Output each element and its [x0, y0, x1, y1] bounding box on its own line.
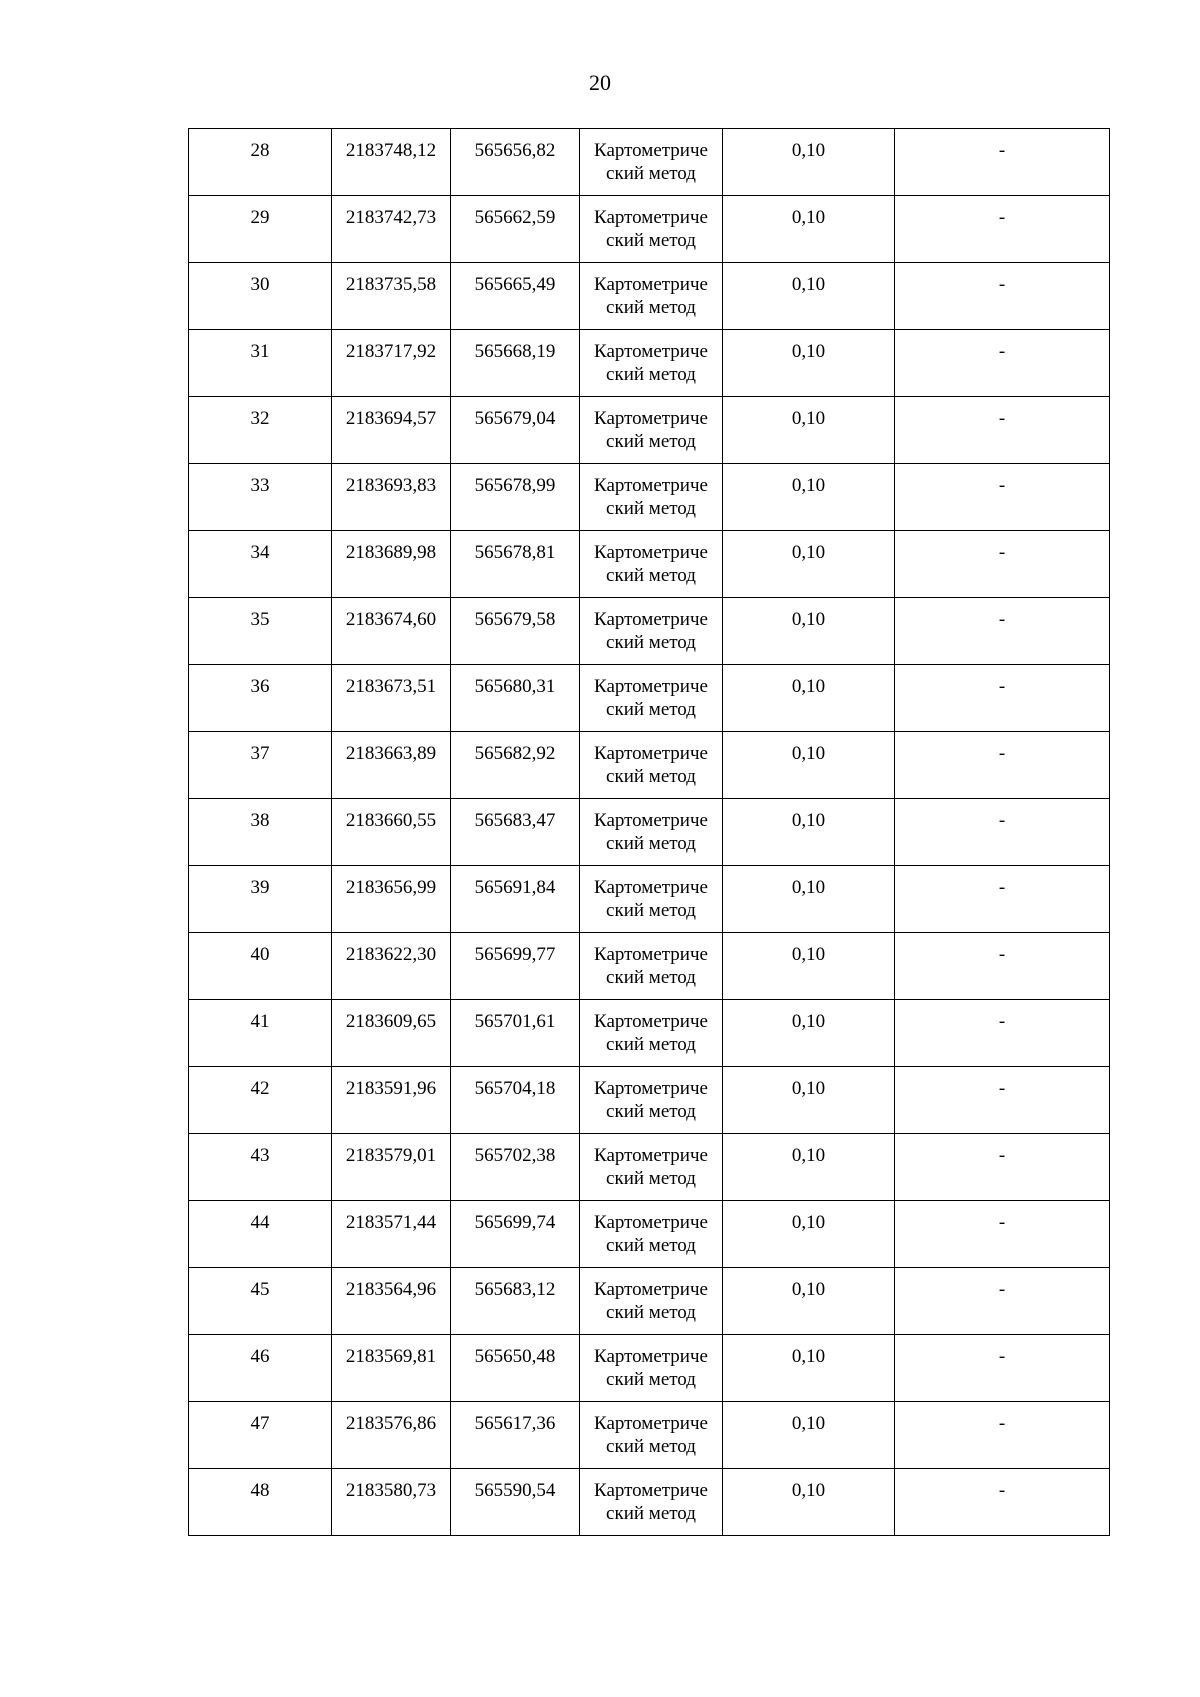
method-line-2: ский метод	[606, 699, 696, 720]
note-cell: -	[895, 531, 1110, 598]
point-number-cell: 42	[189, 1067, 332, 1134]
method-cell	[580, 1201, 723, 1268]
y-coordinate-cell: 565691,84	[451, 866, 580, 933]
note-cell: -	[895, 1268, 1110, 1335]
y-coordinate-cell: 565680,31	[451, 665, 580, 732]
accuracy-cell: 0,10	[723, 598, 895, 665]
x-coordinate-cell: 2183748,12	[332, 129, 451, 196]
accuracy-cell: 0,10	[723, 330, 895, 397]
y-coordinate-cell: 565704,18	[451, 1067, 580, 1134]
method-line-1: Картометриче	[594, 944, 708, 965]
y-coordinate-cell: 565679,58	[451, 598, 580, 665]
point-number-cell: 36	[189, 665, 332, 732]
x-coordinate-cell: 2183717,92	[332, 330, 451, 397]
point-number-cell: 37	[189, 732, 332, 799]
accuracy-cell: 0,10	[723, 665, 895, 732]
method-line-1: Картометриче	[594, 1011, 708, 1032]
method-line-1: Картометриче	[594, 609, 708, 630]
table-row	[189, 1402, 1110, 1469]
y-coordinate-cell: 565701,61	[451, 1000, 580, 1067]
note-cell: -	[895, 330, 1110, 397]
method-line-2: ский метод	[606, 1302, 696, 1323]
method-line-2: ский метод	[606, 163, 696, 184]
table-row	[189, 799, 1110, 866]
accuracy-cell: 0,10	[723, 397, 895, 464]
point-number-cell: 34	[189, 531, 332, 598]
point-number-cell: 28	[189, 129, 332, 196]
note-cell: -	[895, 933, 1110, 1000]
method-line-1: Картометриче	[594, 542, 708, 563]
note-cell: -	[895, 1067, 1110, 1134]
x-coordinate-cell: 2183742,73	[332, 196, 451, 263]
point-number-cell: 43	[189, 1134, 332, 1201]
table-row	[189, 1469, 1110, 1536]
method-line-2: ский метод	[606, 498, 696, 519]
y-coordinate-cell: 565679,04	[451, 397, 580, 464]
method-line-1: Картометриче	[594, 1279, 708, 1300]
note-cell: -	[895, 1201, 1110, 1268]
accuracy-cell: 0,10	[723, 129, 895, 196]
y-coordinate-cell: 565678,81	[451, 531, 580, 598]
method-line-1: Картометриче	[594, 676, 708, 697]
table-row	[189, 866, 1110, 933]
y-coordinate-cell: 565656,82	[451, 129, 580, 196]
method-line-1: Картометриче	[594, 140, 708, 161]
page-number: 20	[589, 70, 611, 95]
note-cell: -	[895, 1402, 1110, 1469]
method-cell	[580, 397, 723, 464]
method-line-1: Картометриче	[594, 475, 708, 496]
y-coordinate-cell: 565699,74	[451, 1201, 580, 1268]
method-line-1: Картометриче	[594, 810, 708, 831]
point-number-cell: 29	[189, 196, 332, 263]
note-cell: -	[895, 1000, 1110, 1067]
method-cell	[580, 330, 723, 397]
point-number-cell: 38	[189, 799, 332, 866]
point-number-cell: 46	[189, 1335, 332, 1402]
point-number-cell: 44	[189, 1201, 332, 1268]
method-line-2: ский метод	[606, 1503, 696, 1524]
method-line-1: Картометриче	[594, 1212, 708, 1233]
x-coordinate-cell: 2183591,96	[332, 1067, 451, 1134]
point-number-cell: 39	[189, 866, 332, 933]
accuracy-cell: 0,10	[723, 866, 895, 933]
method-line-1: Картометриче	[594, 1480, 708, 1501]
x-coordinate-cell: 2183609,65	[332, 1000, 451, 1067]
method-line-2: ский метод	[606, 632, 696, 653]
table-row	[189, 196, 1110, 263]
accuracy-cell: 0,10	[723, 1201, 895, 1268]
accuracy-cell: 0,10	[723, 1000, 895, 1067]
x-coordinate-cell: 2183689,98	[332, 531, 451, 598]
table-row	[189, 1134, 1110, 1201]
method-cell	[580, 196, 723, 263]
method-line-1: Картометриче	[594, 1145, 708, 1166]
method-cell	[580, 665, 723, 732]
point-number-cell: 33	[189, 464, 332, 531]
note-cell: -	[895, 196, 1110, 263]
note-cell: -	[895, 598, 1110, 665]
x-coordinate-cell: 2183673,51	[332, 665, 451, 732]
y-coordinate-cell: 565668,19	[451, 330, 580, 397]
method-cell	[580, 531, 723, 598]
x-coordinate-cell: 2183622,30	[332, 933, 451, 1000]
point-number-cell: 30	[189, 263, 332, 330]
method-line-2: ский метод	[606, 1168, 696, 1189]
table-row	[189, 531, 1110, 598]
y-coordinate-cell: 565665,49	[451, 263, 580, 330]
table-row	[189, 1268, 1110, 1335]
y-coordinate-cell: 565683,47	[451, 799, 580, 866]
method-line-1: Картометриче	[594, 743, 708, 764]
x-coordinate-cell: 2183576,86	[332, 1402, 451, 1469]
y-coordinate-cell: 565699,77	[451, 933, 580, 1000]
accuracy-cell: 0,10	[723, 799, 895, 866]
note-cell: -	[895, 129, 1110, 196]
method-line-2: ский метод	[606, 364, 696, 385]
y-coordinate-cell: 565590,54	[451, 1469, 580, 1536]
method-cell	[580, 1067, 723, 1134]
method-cell	[580, 1335, 723, 1402]
method-cell	[580, 866, 723, 933]
table-row	[189, 263, 1110, 330]
table-row	[189, 1335, 1110, 1402]
method-line-2: ский метод	[606, 431, 696, 452]
x-coordinate-cell: 2183580,73	[332, 1469, 451, 1536]
method-cell	[580, 1402, 723, 1469]
method-line-1: Картометриче	[594, 877, 708, 898]
method-line-1: Картометриче	[594, 1346, 708, 1367]
accuracy-cell: 0,10	[723, 1469, 895, 1536]
method-line-2: ский метод	[606, 967, 696, 988]
x-coordinate-cell: 2183656,99	[332, 866, 451, 933]
method-line-1: Картометриче	[594, 1078, 708, 1099]
note-cell: -	[895, 464, 1110, 531]
method-cell	[580, 1134, 723, 1201]
y-coordinate-cell: 565617,36	[451, 1402, 580, 1469]
coordinates-table	[188, 128, 1110, 1536]
y-coordinate-cell: 565682,92	[451, 732, 580, 799]
method-line-2: ский метод	[606, 900, 696, 921]
x-coordinate-cell: 2183693,83	[332, 464, 451, 531]
x-coordinate-cell: 2183694,57	[332, 397, 451, 464]
accuracy-cell: 0,10	[723, 1268, 895, 1335]
note-cell: -	[895, 1335, 1110, 1402]
note-cell: -	[895, 799, 1110, 866]
y-coordinate-cell: 565662,59	[451, 196, 580, 263]
table-row	[189, 665, 1110, 732]
x-coordinate-cell: 2183564,96	[332, 1268, 451, 1335]
table-row	[189, 1000, 1110, 1067]
method-cell	[580, 732, 723, 799]
x-coordinate-cell: 2183674,60	[332, 598, 451, 665]
accuracy-cell: 0,10	[723, 1335, 895, 1402]
note-cell: -	[895, 263, 1110, 330]
method-line-2: ский метод	[606, 766, 696, 787]
method-cell	[580, 1469, 723, 1536]
y-coordinate-cell: 565702,38	[451, 1134, 580, 1201]
note-cell: -	[895, 397, 1110, 464]
accuracy-cell: 0,10	[723, 933, 895, 1000]
method-line-1: Картометриче	[594, 341, 708, 362]
method-cell	[580, 933, 723, 1000]
table-row	[189, 330, 1110, 397]
y-coordinate-cell: 565683,12	[451, 1268, 580, 1335]
method-line-1: Картометриче	[594, 408, 708, 429]
table-row	[189, 933, 1110, 1000]
accuracy-cell: 0,10	[723, 531, 895, 598]
table-row	[189, 464, 1110, 531]
accuracy-cell: 0,10	[723, 1134, 895, 1201]
method-line-1: Картометриче	[594, 274, 708, 295]
note-cell: -	[895, 665, 1110, 732]
method-line-2: ский метод	[606, 1235, 696, 1256]
table-row	[189, 397, 1110, 464]
table-row	[189, 129, 1110, 196]
x-coordinate-cell: 2183663,89	[332, 732, 451, 799]
method-line-2: ский метод	[606, 230, 696, 251]
x-coordinate-cell: 2183735,58	[332, 263, 451, 330]
method-line-2: ский метод	[606, 297, 696, 318]
method-cell	[580, 1268, 723, 1335]
method-line-2: ский метод	[606, 1369, 696, 1390]
method-cell	[580, 1000, 723, 1067]
y-coordinate-cell: 565678,99	[451, 464, 580, 531]
point-number-cell: 48	[189, 1469, 332, 1536]
point-number-cell: 41	[189, 1000, 332, 1067]
x-coordinate-cell: 2183569,81	[332, 1335, 451, 1402]
method-cell	[580, 598, 723, 665]
point-number-cell: 47	[189, 1402, 332, 1469]
method-line-2: ский метод	[606, 1101, 696, 1122]
accuracy-cell: 0,10	[723, 1402, 895, 1469]
table-row	[189, 1201, 1110, 1268]
point-number-cell: 31	[189, 330, 332, 397]
method-line-2: ский метод	[606, 1436, 696, 1457]
table-row	[189, 598, 1110, 665]
note-cell: -	[895, 1134, 1110, 1201]
point-number-cell: 32	[189, 397, 332, 464]
method-line-1: Картометриче	[594, 1413, 708, 1434]
table-body	[189, 129, 1110, 1536]
accuracy-cell: 0,10	[723, 263, 895, 330]
point-number-cell: 35	[189, 598, 332, 665]
method-line-2: ский метод	[606, 1034, 696, 1055]
note-cell: -	[895, 1469, 1110, 1536]
table-row	[189, 1067, 1110, 1134]
method-line-2: ский метод	[606, 833, 696, 854]
x-coordinate-cell: 2183571,44	[332, 1201, 451, 1268]
method-cell	[580, 799, 723, 866]
x-coordinate-cell: 2183660,55	[332, 799, 451, 866]
method-cell	[580, 464, 723, 531]
accuracy-cell: 0,10	[723, 464, 895, 531]
method-cell	[580, 129, 723, 196]
accuracy-cell: 0,10	[723, 196, 895, 263]
method-cell	[580, 263, 723, 330]
y-coordinate-cell: 565650,48	[451, 1335, 580, 1402]
note-cell: -	[895, 866, 1110, 933]
x-coordinate-cell: 2183579,01	[332, 1134, 451, 1201]
point-number-cell: 45	[189, 1268, 332, 1335]
accuracy-cell: 0,10	[723, 732, 895, 799]
note-cell: -	[895, 732, 1110, 799]
table-row	[189, 732, 1110, 799]
method-line-1: Картометриче	[594, 207, 708, 228]
point-number-cell: 40	[189, 933, 332, 1000]
accuracy-cell: 0,10	[723, 1067, 895, 1134]
method-line-2: ский метод	[606, 565, 696, 586]
